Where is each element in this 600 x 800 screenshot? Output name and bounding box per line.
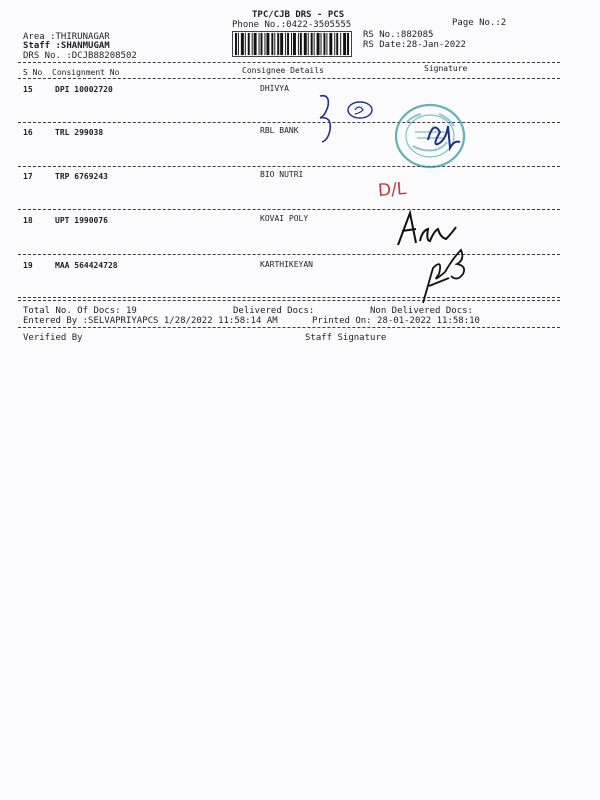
drs-number: DRS No. :DCJB88208502 bbox=[23, 51, 137, 61]
printed-on: Printed On: 28-01-2022 11:58:10 bbox=[312, 316, 480, 326]
non-delivered-docs: Non Delivered Docs: bbox=[370, 306, 473, 316]
row-divider bbox=[18, 166, 560, 167]
row-consignee: DHIVYA bbox=[260, 84, 289, 93]
row-divider bbox=[18, 297, 560, 298]
col-signature-header: Signature bbox=[424, 64, 468, 73]
row-sno: 19 bbox=[23, 261, 33, 270]
row-sno: 17 bbox=[23, 172, 33, 181]
page-number: Page No.:2 bbox=[452, 18, 507, 28]
col-consignee-header: Consignee Details bbox=[242, 66, 324, 75]
row-divider bbox=[18, 254, 560, 255]
signature-row19 bbox=[415, 238, 475, 308]
row-divider bbox=[18, 122, 560, 123]
document-title: TPC/CJB DRS - PCS bbox=[252, 10, 345, 20]
verified-by: Verified By bbox=[23, 333, 83, 343]
row-consignee: BIO NUTRI bbox=[260, 170, 304, 179]
entered-by: Entered By :SELVAPRIYAPCS 1/28/2022 11:58:14 AM bbox=[23, 316, 278, 326]
row-consignment: TRP 6769243 bbox=[55, 172, 108, 181]
row-sno: 16 bbox=[23, 128, 33, 137]
rs-number: RS No.:882085 bbox=[363, 30, 434, 40]
phone-number: Phone No.:0422-3505555 bbox=[232, 20, 352, 30]
barcode bbox=[232, 31, 352, 57]
row-consignee: KOVAI POLY bbox=[260, 214, 309, 223]
handwritten-dl: D/L bbox=[377, 179, 407, 201]
total-docs: Total No. Of Docs: 19 bbox=[23, 306, 137, 316]
row-divider bbox=[18, 209, 560, 210]
divider bbox=[18, 62, 560, 63]
divider bbox=[18, 78, 560, 79]
row-consignment: UPT 1990076 bbox=[55, 216, 108, 225]
row-sno: 15 bbox=[23, 85, 33, 94]
signature-row15 bbox=[315, 88, 375, 148]
area-label: Area :THIRUNAGAR bbox=[23, 32, 110, 42]
staff-label: Staff :SHANMUGAM bbox=[23, 41, 110, 51]
delivered-docs: Delivered Docs: bbox=[233, 306, 315, 316]
row-consignee: RBL BANK bbox=[260, 126, 299, 135]
row-consignee: KARTHIKEYAN bbox=[260, 260, 313, 269]
signature-row16 bbox=[418, 110, 468, 160]
rs-date: RS Date:28-Jan-2022 bbox=[363, 40, 466, 50]
row-sno: 18 bbox=[23, 216, 33, 225]
staff-signature: Staff Signature bbox=[305, 333, 387, 343]
row-consignment: MAA 564424728 bbox=[55, 261, 118, 270]
col-sno-header: S No bbox=[23, 68, 43, 77]
divider bbox=[18, 300, 560, 301]
row-consignment: DPI 10002720 bbox=[55, 85, 113, 94]
row-consignment: TRL 299038 bbox=[55, 128, 104, 137]
divider bbox=[18, 327, 560, 328]
col-consignment-header: Consignment No bbox=[52, 68, 120, 77]
